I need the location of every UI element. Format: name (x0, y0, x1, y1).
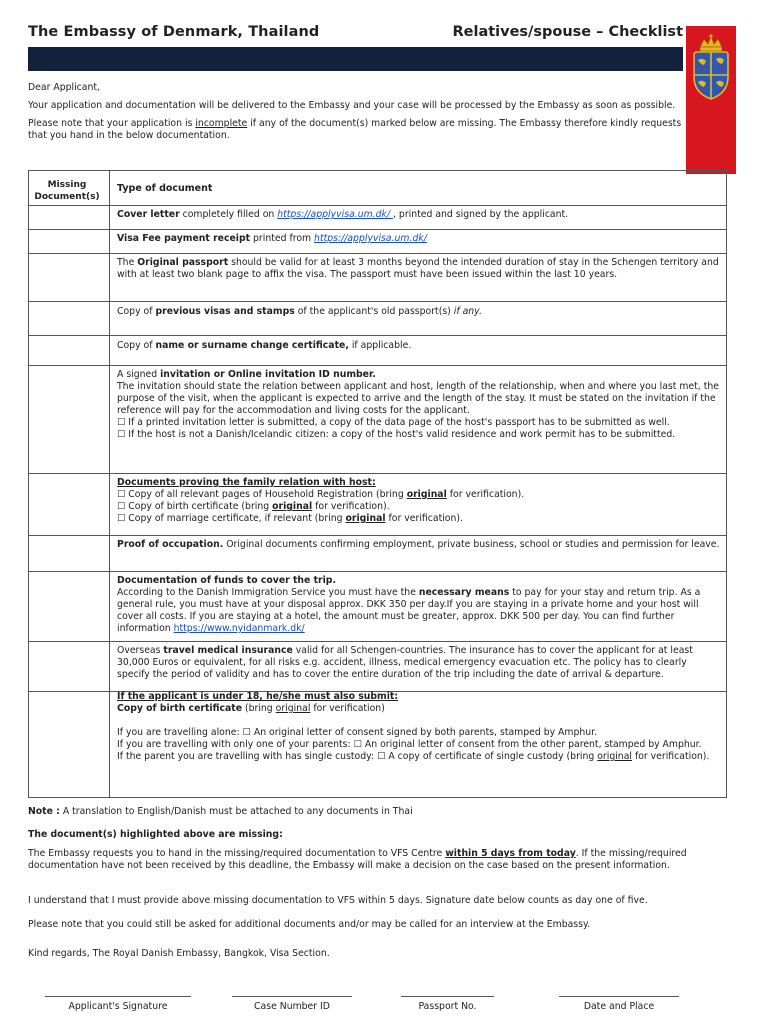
table-row (29, 641, 726, 692)
table-row (29, 335, 726, 366)
missing-checkbox-cell[interactable] (29, 641, 109, 691)
intro-text (28, 82, 688, 148)
table-row (29, 473, 726, 536)
nyidanmark-link[interactable]: https://www.nyidanmark.dk/ (173, 623, 305, 634)
embassy-title: The Embassy of Denmark, Thailand (28, 24, 320, 40)
missing-checkbox-cell[interactable] (29, 571, 109, 641)
missing-checkbox-cell[interactable] (29, 535, 109, 571)
interview-notice: Please note that you could still be asked for additional documents and/or may be called for an interview at the Embassy. (28, 919, 591, 930)
checklist-table (28, 170, 727, 798)
missing-checkbox-cell[interactable] (29, 335, 109, 365)
table-row (29, 229, 726, 254)
missing-checkbox-cell[interactable] (29, 473, 109, 535)
case-number-field[interactable]: Case Number ID (232, 996, 352, 1013)
document-description: If the applicant is under 18, he/she must also submit: Copy of birth certificate (bring original for verification) If you are travelling alone: ☐ An original letter of consent signed by both parents, stamped by Amphur. If you are travelling with only one of your parents: ☐ An original letter of consent from the other parent, stamped by Amphur. If the parent you are travelling with has single custody: ☐ A copy of certificate of single custody (bring original for verification). (117, 691, 710, 762)
table-row (29, 253, 726, 302)
translation-note: Note : A translation to English/Danish must be attached to any documents in Thai (28, 806, 413, 817)
type-of-document-header: Type of document (117, 183, 213, 194)
missing-documents-header: Missing Document(s) (34, 180, 100, 202)
document-description: Documents proving the family relation with host: ☐ Copy of all relevant pages of Household Registration (bring original for verification). ☐ Copy of birth certificate (bring original for verification). ☐ Copy of marriage certificate, if relevant (bring original for verification). (117, 477, 525, 524)
danish-royal-coat-of-arms-icon (690, 33, 732, 103)
applyvisa-link[interactable]: https://applyvisa.um.dk/ (277, 209, 394, 220)
intro-paragraph-2: Please note that your application is incomplete if any of the document(s) marked below are missing. The Embassy therefore kindly requests that you hand in the below documentation. (28, 118, 682, 141)
passport-number-field[interactable]: Passport No. (401, 996, 494, 1013)
document-description: Documentation of funds to cover the trip. According to the Danish Immigration Service you must have the necessary means to pay for your stay and return trip. As a general rule, you must have at your disposal approx. DKK 350 per day.If you are staying in a private home and your host will cover all costs. If you are staying at a hotel, the amount must be greater, approx. DKK 500 per day. You can find further information https://www.nyidanmark.dk/ (117, 575, 701, 634)
table-row (29, 691, 726, 799)
header-bar (28, 47, 683, 71)
missing-checkbox-cell[interactable] (29, 229, 109, 253)
missing-checkbox-cell[interactable] (29, 205, 109, 229)
applicant-signature-field[interactable]: Applicant's Signature (45, 996, 191, 1013)
understanding-paragraph: I understand that I must provide above missing documentation to VFS within 5 days. Signature date below counts as day one of five. (28, 895, 648, 906)
table-row (29, 571, 726, 642)
table-header-row (29, 171, 726, 206)
missing-checkbox-cell[interactable] (29, 691, 109, 799)
intro-paragraph-1: Your application and documentation will be delivered to the Embassy and your case will be processed by the Embassy as soon as possible. (28, 100, 676, 111)
document-description: Copy of name or surname change certificate, if applicable. (117, 340, 412, 351)
document-description: Copy of previous visas and stamps of the applicant's old passport(s) if any. (117, 306, 482, 317)
missing-checkbox-cell[interactable] (29, 253, 109, 301)
applyvisa-link[interactable]: https://applyvisa.um.dk/ (314, 233, 427, 244)
missing-checkbox-cell[interactable] (29, 365, 109, 473)
checklist-title: Relatives/spouse – Checklist (452, 24, 683, 40)
greeting: Dear Applicant, (28, 82, 100, 93)
missing-checkbox-cell[interactable] (29, 301, 109, 335)
document-description: A signed invitation or Online invitation ID number. The invitation should state the relation between applicant and host, length of the relationship, when and where you last met, the purpose of the visit, when the applicant is expected to arrive and the length of the stay. It must be stated on the invitation if the reference will pay for the accommodation and living costs for the applicant. ☐ If a printed invitation letter is submitted, a copy of the data page of the host's passport has to be submitted as well. ☐ If the host is not a Danish/Icelandic citizen: a copy of the host's valid residence and work permit has to be submitted. (117, 369, 719, 440)
vfs-request-paragraph: The Embassy requests you to hand in the missing/required documentation to VFS Centre within 5 days from today. If the missing/required documentation have not been received by this deadline, the Embassy will make a decision on the case based on the present information. (28, 848, 687, 871)
missing-documents-heading: The document(s) highlighted above are missing: (28, 829, 283, 840)
document-description: Cover letter completely filled on https://applyvisa.um.dk/ , printed and signed by the applicant. (117, 209, 569, 220)
date-and-place-field[interactable]: Date and Place (559, 996, 679, 1013)
table-row (29, 301, 726, 336)
document-description: Visa Fee payment receipt printed from https://applyvisa.um.dk/ (117, 233, 427, 244)
table-row (29, 205, 726, 230)
table-row (29, 535, 726, 572)
document-description: Proof of occupation. Original documents confirming employment, private business, school or studies and permission for leave. (117, 539, 720, 550)
table-row (29, 365, 726, 474)
document-description: The Original passport should be valid for at least 3 months beyond the intended duration of stay in the Schengen territory and with at least two blank page to affix the visa. The passport must have been issued within the last 10 years. (117, 257, 719, 280)
document-description: Overseas travel medical insurance valid for all Schengen-countries. The insurance has to cover the applicant for at least 30,000 Euros or equivalent, for all risks e.g. accident, illness, medical emergency evacuation etc. The policy has to clearly specify the period of validity and has to cover the entire duration of the trip including the date of arrival & departure. (117, 645, 693, 680)
closing-regards: Kind regards, The Royal Danish Embassy, Bangkok, Visa Section. (28, 948, 330, 959)
